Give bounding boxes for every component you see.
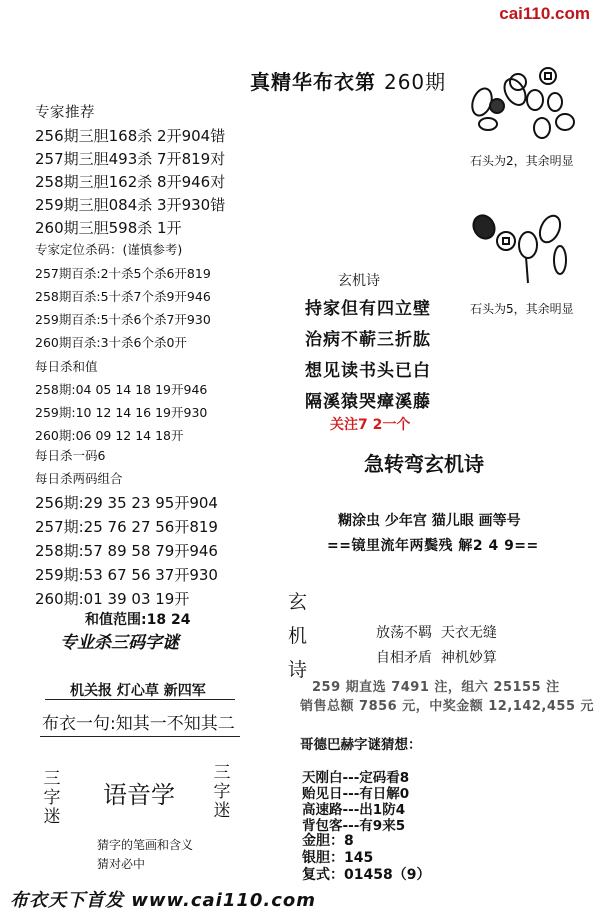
sum-range: 和值范围:18 24	[85, 612, 191, 628]
position-kill-line: 257期百杀:2十杀5个杀6开819	[35, 266, 211, 281]
expert-line: 257期三胆493杀 7开819对	[35, 150, 226, 168]
expert-line: 259期三胆084杀 3开930错	[35, 196, 226, 214]
title-main: 真精华布衣第	[250, 70, 376, 94]
xuanji-line: 持家但有四立壁	[305, 299, 431, 319]
sales-line-1: 259 期直选 7491 注，组六 25155 注	[312, 680, 560, 695]
daily-sum-line: 260期:06 09 12 14 18开	[35, 428, 184, 443]
expert-line: 256期三胆168杀 2开904错	[35, 127, 226, 145]
mirror-line: ==镜里流年两鬓残 解2 4 9==	[327, 538, 539, 554]
goedel-header: 哥德巴赫字谜猜想：	[300, 737, 422, 753]
divider	[40, 736, 240, 737]
vertical-title-char: 机	[288, 625, 308, 647]
position-kill-header: 专家定位杀码：(谨慎参考)	[35, 242, 183, 257]
daily-sum-line: 259期:10 12 14 16 19开930	[35, 405, 208, 420]
one-line-riddle: 布衣一句:知其一不知其二	[42, 714, 235, 734]
daily-sum-header: 每日杀和值	[35, 359, 98, 374]
goedel-line: 高速路---出1防4	[302, 802, 406, 818]
three-char-right: 三字迷	[213, 763, 231, 821]
expert-header: 专家推荐	[35, 105, 95, 121]
position-kill-line: 260期百杀:3十杀6个杀0开	[35, 335, 187, 350]
hint-correct: 猜对必中	[97, 857, 146, 871]
xuanji-line: 隔溪猿哭瘴溪藤	[305, 392, 431, 412]
position-kill-line: 258期百杀:5十杀7个杀9开946	[35, 289, 211, 304]
daily-two-line: 257期:25 76 27 56开819	[35, 518, 218, 536]
position-kill-line: 259期百杀:5十杀6个杀7开930	[35, 312, 211, 327]
combo-digits: 复式：01458（9）	[302, 867, 431, 883]
poem2-line: 放荡不羁 天衣无缝	[376, 625, 497, 641]
daily-two-line: 256期:29 35 23 95开904	[35, 494, 218, 512]
goedel-line: 天刚白---定码看8	[302, 770, 410, 786]
xuanji-title: 玄机诗	[338, 273, 380, 289]
riddle-words: 糊涂虫 少年宫 猫儿眼 画等号	[338, 513, 521, 529]
gold-digit: 金胆：8	[302, 833, 354, 849]
sales-line-2: 销售总额 7856 元，中奖金额 12,142,455 元	[300, 699, 595, 714]
daily-two-line: 260期:01 39 03 19开	[35, 590, 190, 608]
follow-note: 关注7 2一个	[330, 417, 411, 433]
stone-chain-image-2	[470, 205, 580, 285]
expert-line: 260期三胆598杀 1开	[35, 219, 182, 237]
poem2-line: 自相矛盾 神机妙算	[376, 650, 497, 666]
vertical-title-char: 玄	[288, 591, 308, 613]
daily-two-line: 258期:57 89 58 79开946	[35, 542, 218, 560]
hint-stroke: 猜字的笔画和含义	[97, 838, 194, 852]
silver-digits: 银胆：145	[302, 850, 374, 866]
title-issue: 260期	[383, 70, 447, 94]
stone-caption-1: 石头为2，其余明显	[470, 154, 574, 168]
vertical-title-char: 诗	[288, 659, 308, 681]
divider	[45, 699, 235, 700]
goedel-line: 贻见日---有日解0	[302, 786, 410, 802]
site-logo[interactable]: cai110.com	[499, 4, 590, 23]
daily-two-line: 259期:53 67 56 37开930	[35, 566, 218, 584]
phonetics-riddle: 语音学	[103, 781, 175, 809]
keywords: 机关报 灯心草 新四军	[70, 683, 206, 699]
stone-chain-image-1	[460, 62, 590, 152]
stone-caption-2: 石头为5，其余明显	[470, 302, 574, 316]
daily-sum-line: 258期:04 05 14 18 19开946	[35, 382, 208, 397]
goedel-line: 背包客---有9来5	[302, 818, 406, 834]
xuanji-line: 治病不蕲三折肱	[305, 330, 431, 350]
footer-banner: 布衣天下首发 www.cai110.com	[10, 890, 317, 911]
three-char-left: 三字迷	[43, 769, 61, 827]
expert-line: 258期三胆162杀 8开946对	[35, 173, 226, 191]
riddle-title: 专业杀三码字谜	[60, 633, 179, 653]
daily-one-code: 每日杀一码6	[35, 448, 106, 463]
xuanji-line: 想见读书头已白	[305, 361, 431, 381]
page-title	[250, 66, 446, 95]
brain-teaser-title: 急转弯玄机诗	[364, 452, 484, 476]
daily-two-header: 每日杀两码组合	[35, 471, 123, 486]
